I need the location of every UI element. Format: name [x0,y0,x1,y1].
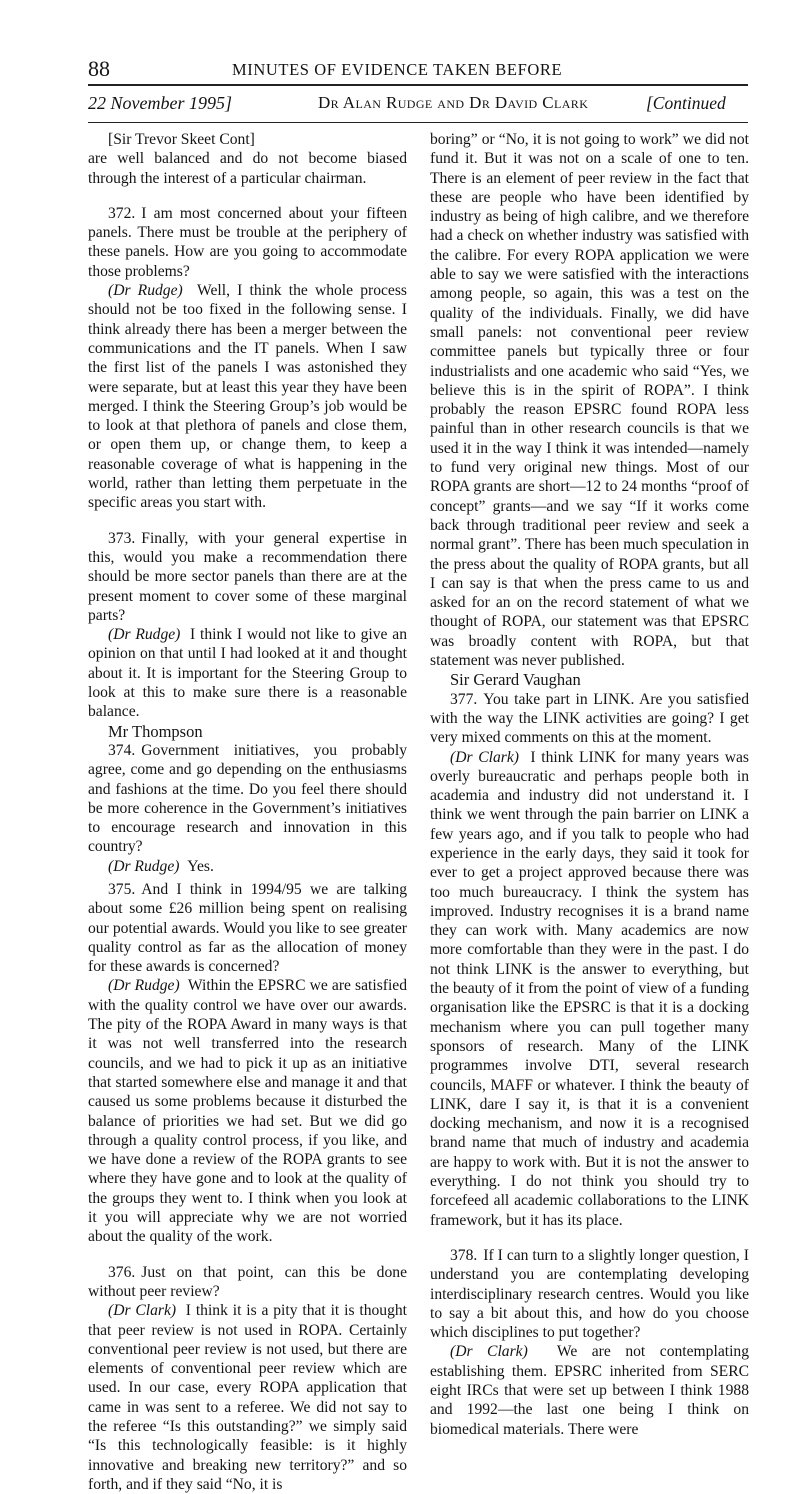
answer-text: Yes. [187,857,214,875]
continued-label: [Continued [646,93,726,113]
question-number: 376. [108,1263,136,1281]
question-number: 378. [450,1246,478,1264]
speaker-label: (Dr Clark) [450,1343,528,1361]
answer-text: I think it is a pity that it is thought that peer review is not used in ROPA. Certainly conventional peer review is not used, but there are elements of conventional peer review which are used. In our case, every ROPA application that came in was sent to a referee. We did not say to the referee “Is this outstanding?” we simply said “Is this technologically feasible: is it highly innovative and breaking new territory?” and so forth, and if they said “No, it is [88,1302,408,1493]
witnesses: Dr Alan Rudge and Dr David Clark [318,93,589,112]
running-title: MINUTES OF EVIDENCE TAKEN BEFORE [232,60,563,79]
answer-375 [88,976,407,1246]
question-number: 377. [450,690,478,708]
question-text: I am most concerned about your fifteen panels. There must be trouble at the periphery of these panels. How are you going to accommodate those problems? [88,204,407,280]
question-number: 374. [108,741,136,759]
question-373 [88,529,407,625]
continuation-heading: [Sir Trevor Skeet Cont] [108,131,255,148]
question-372 [88,204,407,281]
question-text: You take part in LINK. Are you satisfied with the way the LINK activities are going? I get very mixed comments on this at the moment. [430,690,749,747]
speaker-label: (Dr Clark) [450,748,519,766]
speaker-label: (Dr Rudge) [108,626,181,644]
paragraph: boring” or “No, it is not going to work” we did not fund it. But it was not on a scale of one to ten. There is an element of peer review in the fact that these are people who have been identified by industry as being of high calibre, and we therefore had a check on whether industry was satisfied with the calibre. For every ROPA application we were able to say we were satisfied with the interactions among people, so again, this was a test on the quality of the individuals. Finally, we did have small panels: not conventional peer review committee panels but typically three or four industrialists and one academic who said “Yes, we believe this is in the spirit of ROPA”. I think probably the reason EPSRC found ROPA less painful than in other research councils is that we used it in the way I think it was intended—namely to fund very original new things. Most of our ROPA grants are short—12 to 24 months “proof of concept” grants—and we say “If it works come back through traditional peer review and seek a normal grant”. There has been much speculation in the press about the quality of ROPA grants, but all I can say is that when the press came to us and asked for an on the record statement of what we thought of ROPA, our statement was that EPSRC was broadly content with ROPA, but that statement was never published. [430,131,749,670]
question-text: And I think in 1994/95 we are talking about some £26 million being spent on realising our potential awards. Would you like to see greater quality control as far as the allocation of money for these awards is concerned? [88,880,407,976]
answer-373 [88,625,407,721]
answer-378 [430,1342,749,1438]
question-374 [88,741,407,857]
question-text: Government initiatives, you probably agree, come and go depending on the enthusiasms and fashions at the time. Do you feel there should be more coherence in the Government’s initiatives to encourage research and innovation in this country? [88,741,407,856]
answer-376 [88,1301,407,1494]
question-number: 372. [108,204,136,222]
answer-377 [430,748,749,1230]
speaker-label: (Dr Rudge) [108,857,180,875]
paragraph: are well balanced and do not become biased through the interest of a particular chairman. [88,150,407,187]
answer-text: Within the EPSRC we are satisfied with the quality control we have over our awards. The pity of the ROPA Award in many ways is that it was not well transferred into the research councils, and we had to pick it up as an initiative that started somewhere else and manage it and that caused us some problems because it disturbed the balance of priorities we had set. But we did go through a quality control process, if you like, and we have done a review of the ROPA grants to see where they have gone and to look at the quality of the groups they went to. I think when you look at it you will appreciate why we are not worried about the quality of the work. [88,977,408,1246]
answer-372 [88,281,407,513]
speaker-label: (Dr Clark) [108,1302,177,1320]
question-text: Just on that point, can this be done without peer review? [88,1263,407,1300]
answer-text: Well, I think the whole process should not be too fixed in the following sense. I think already there has been a merger between the communications and the IT panels. When I saw the first list of the panels I was astonished they were separate, but at least this year they have been merged. I think the Steering Group’s job would be to look at that plethora of panels and close them, or open them up, or change them, to keep a reasonable coverage of what is happening in the world, rather than letting them perpetuate in the specific areas you start with. [88,282,407,512]
question-375 [88,880,407,976]
question-376 [88,1263,407,1302]
speaker-heading: Sir Gerard Vaughan [450,670,581,690]
answer-text: I think I would not like to give an opinion on that until I had looked at it and thought about it. It is important for the Steering Group to look at this to make sure there is a reasonable balance. [88,626,407,721]
question-378 [430,1246,749,1342]
header-rule [88,84,748,86]
session-date: 22 November 1995] [88,93,232,113]
speaker-label: (Dr Rudge) [108,282,183,300]
question-number: 375. [108,880,136,898]
subheader-rule [88,122,748,123]
question-text: If I can turn to a slightly longer question, I understand you are contemplating developing interdisciplinary research centres. Would you like to say a bit about this, and how do you choose which disciplines to put together? [430,1246,749,1342]
speaker-heading: Mr Thompson [108,721,203,741]
answer-text: I think LINK for many years was overly bureaucratic and perhaps people both in academia and industry did not understand it. I think we went through the pain barrier on LINK a few years ago, and if you talk to people who had experience in the early days, they said it took for ever to get a project approved because there was too much bureaucracy. I think the system has improved. Industry recognises it is a brand name they can work with. Many academics are now more comfortable than they were in the past. I do not think LINK is the answer to everything, but the beauty of it from the point of view of a funding organisation like the EPSRC is that it is a docking mechanism where you can pull together many sponsors of research. Many of the LINK programmes involve DTI, several research councils, MAFF or whatever. I think the beauty of LINK, dare I say it, is that it is a convenient docking mechanism, and now it is a recognised brand name that much of industry and academia are happy to work with. But it is not the answer to everything. I do not think you should try to forcefeed all academic collaborations to the LINK framework, but it has its place. [430,748,750,1229]
answer-text: We are not contemplating establishing them. EPSRC inherited from SERC eight IRCs that were set up between I think 1988 and 1992—the last one being I think on biomedical materials. There were [430,1343,749,1438]
right-column [430,130,749,1439]
question-number: 373. [108,529,136,547]
speaker-label: (Dr Rudge) [108,977,180,995]
page-number: 88 [88,56,110,81]
answer-374 [88,857,407,876]
left-column [88,130,407,1494]
question-text: Finally, with your general expertise in this, would you make a recommendation there should be more sector panels than there are at the present moment to cover some of these marginal parts? [88,529,407,624]
question-377 [430,690,749,748]
